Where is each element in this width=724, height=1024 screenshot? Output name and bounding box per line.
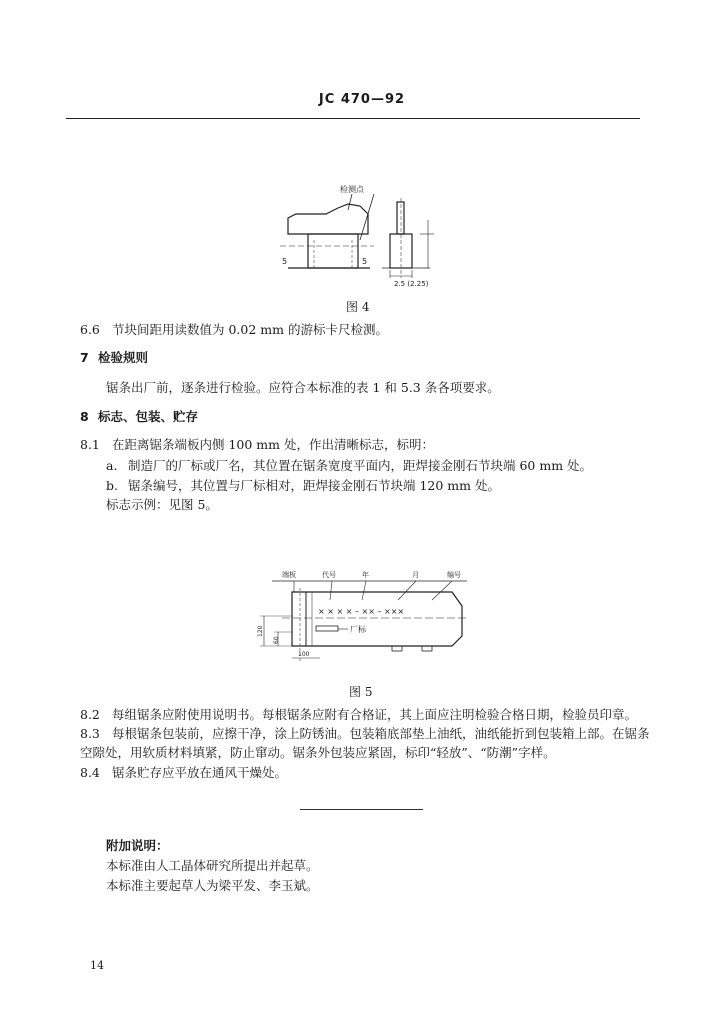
fig5-dim-60: 60	[273, 636, 280, 644]
fig5-end-plate-label: 端板	[282, 571, 296, 579]
section-7-title: 检验规则	[98, 350, 149, 365]
section-8-2-text: 每组锯条应附使用说明书。每根锯条应附有合格证，其上面应注明检验合格日期，检验员印章。	[112, 707, 638, 722]
section-8-title: 标志、包装、贮存	[98, 409, 199, 424]
appendix-title: 附加说明：	[106, 838, 169, 853]
fig5-code-label: 代号	[322, 571, 336, 579]
fig5-month-label: 月	[412, 571, 419, 579]
standard-code-header: JC 470—92	[318, 92, 406, 107]
section-6-6-text: 节块间距用读数值为 0.02 mm 的游标卡尺检测。	[112, 322, 388, 337]
appendix-line-2: 本标准主要起草人为梁平发、李玉斌。	[106, 878, 319, 893]
fig5-dim-100: 100	[298, 651, 310, 658]
section-8-3-text-line1: 每根锯条包装前，应擦干净，涂上防锈油。包装箱底部垫上油纸，油纸能折到包装箱上部。在锯条	[112, 726, 650, 741]
fig5-dim-120: 120	[257, 625, 264, 637]
section-8-4-number: 8.4	[80, 765, 100, 780]
appendix-line-1: 本标准由人工晶体研究所提出并起草。	[106, 858, 319, 873]
fig5-marking-text: × × × × – ×× – ×××	[318, 607, 405, 616]
figure-4-caption: 图 4	[346, 300, 370, 314]
figure-4-diagram	[270, 180, 460, 290]
section-8-3-text-line2: 空隙处，用软质材料填紧，防止窜动。锯条外包装应紧固，标印“轻放”、“防潮”字样。	[80, 745, 556, 760]
section-8-3-number: 8.3	[80, 726, 100, 741]
fig5-year-label: 年	[362, 571, 369, 579]
fig4-dim-right: 5	[362, 257, 368, 266]
fig4-inspection-point-label: 检测点	[340, 185, 364, 194]
fig4-dim-left: 5	[282, 257, 288, 266]
section-7-number: 7	[80, 350, 89, 365]
section-8-1-number: 8.1	[80, 437, 100, 452]
fig5-serial-label: 编号	[447, 571, 461, 579]
section-8-1-item-b-marker: b.	[106, 478, 118, 493]
section-8-1-item-a-marker: a.	[106, 458, 118, 473]
section-8-2-number: 8.2	[80, 707, 100, 722]
section-8-1-item-b: 锯条编号，其位置与厂标相对，距焊接金刚石节块端 120 mm 处。	[128, 478, 500, 493]
header-rule	[66, 118, 640, 119]
section-8-1-item-a: 制造厂的厂标或厂名，其位置在锯条宽度平面内，距焊接金刚石节块端 60 mm 处。	[128, 458, 593, 473]
page-number: 14	[90, 959, 104, 972]
fig5-factory-mark-label: 厂标	[350, 625, 366, 634]
figure-5-diagram	[252, 562, 472, 672]
section-6-6-number: 6.6	[80, 322, 100, 337]
section-8-1-text: 在距离锯条端板内侧 100 mm 处，作出清晰标志，标明：	[112, 437, 434, 452]
figure-5-caption: 图 5	[349, 685, 373, 699]
fig4-dim-bottom: 2.5 (2.25)	[394, 280, 429, 288]
section-separator	[300, 809, 423, 810]
section-8-4-text: 锯条贮存应平放在通风干燥处。	[112, 765, 288, 780]
section-8-number: 8	[80, 409, 89, 424]
section-7-text: 锯条出厂前，逐条进行检验。应符合本标准的表 1 和 5.3 条各项要求。	[106, 380, 500, 395]
section-8-1-example: 标志示例：见图 5。	[106, 497, 218, 512]
